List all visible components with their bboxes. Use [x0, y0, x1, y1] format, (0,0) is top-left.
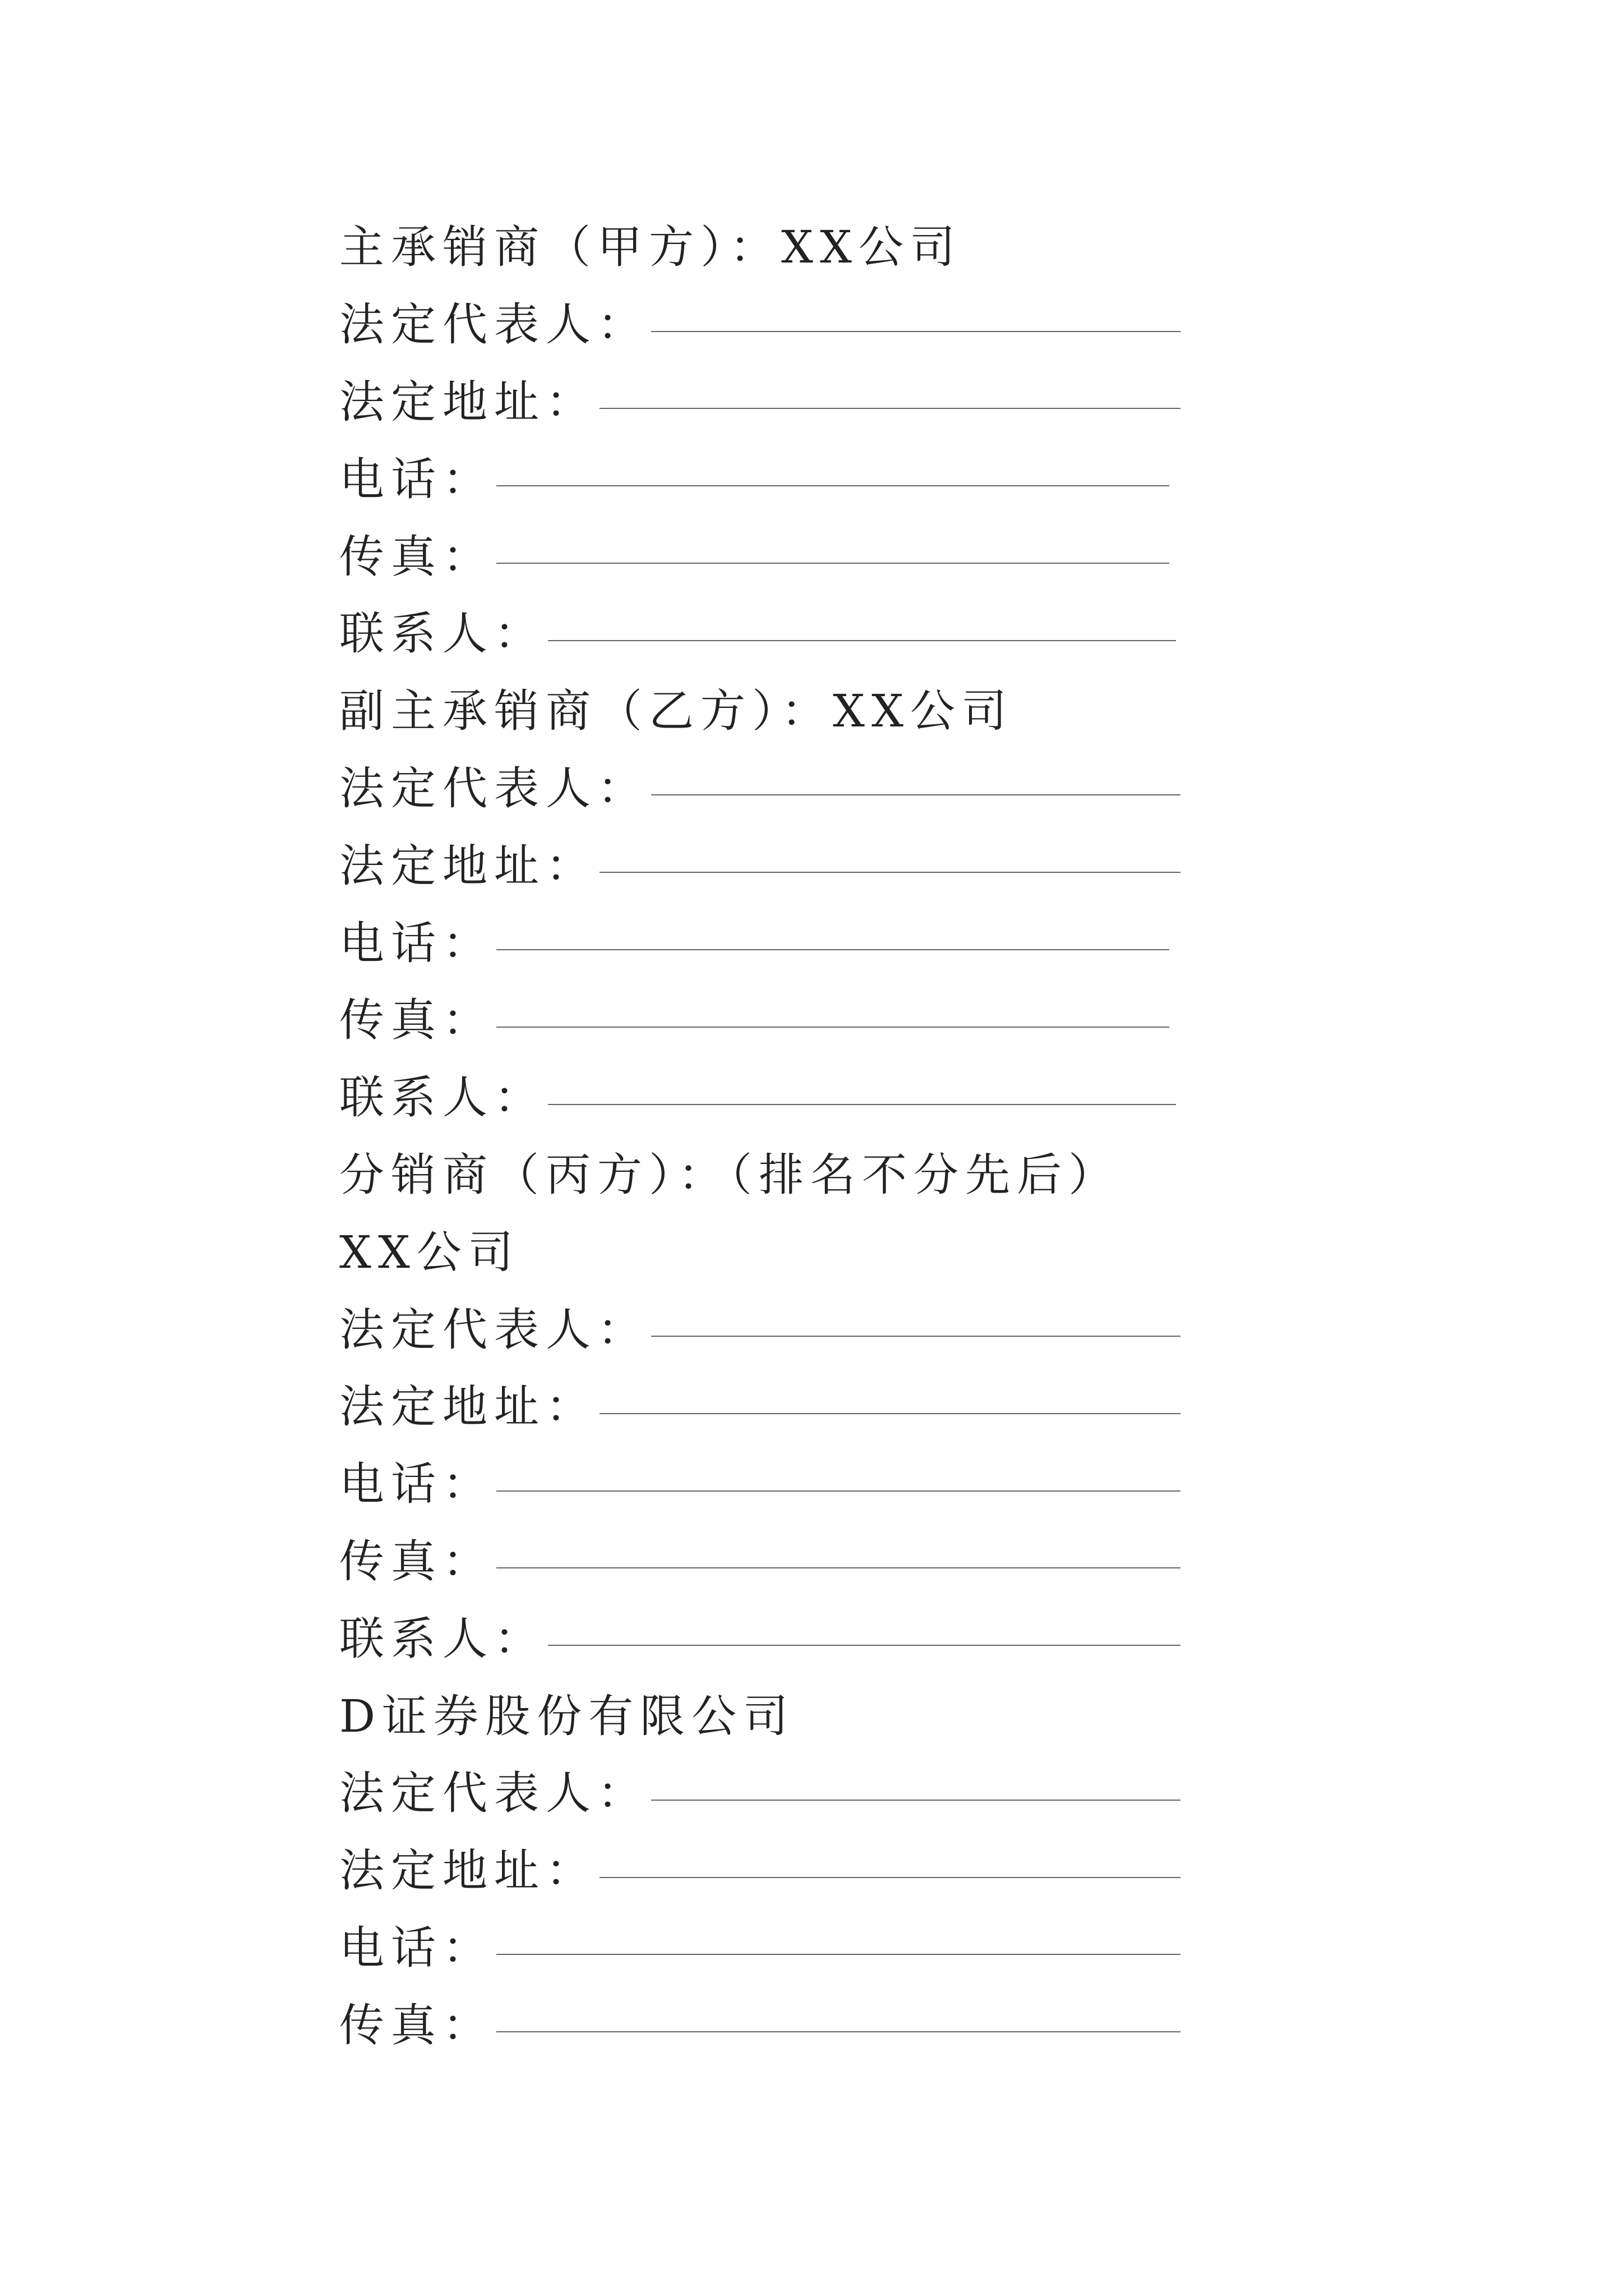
party-c-company-1-legal-rep-blank	[651, 1336, 1181, 1337]
party-c-company-1-fax-label: 传真：	[339, 1535, 494, 1588]
party-b-fax-label: 传真：	[339, 994, 494, 1047]
party-a-fax-row	[339, 514, 1181, 591]
party-c-company-2-name: D证券股份有限公司	[339, 1690, 795, 1742]
party-c-company-1-legal-rep-label: 法定代表人：	[339, 1303, 649, 1356]
party-c-company-2-legal-rep-label: 法定代表人：	[339, 1767, 649, 1820]
party-c-heading-text: 分销商（丙方）：（排名不分先后）	[339, 1148, 1120, 1201]
party-b-contact-row	[339, 1055, 1181, 1133]
party-c-company-1-phone-label: 电话：	[339, 1458, 494, 1511]
party-b-phone-blank	[496, 949, 1169, 950]
party-b-fax-row	[339, 978, 1181, 1055]
party-b-heading	[339, 669, 1181, 746]
party-c-company-1-contact-row	[339, 1596, 1181, 1673]
party-a-fax-label: 传真：	[339, 530, 494, 583]
party-c-company-2-phone-row	[339, 1906, 1181, 1983]
party-c-company-2-address-row	[339, 1828, 1181, 1906]
party-c-company-2-legal-rep-row	[339, 1751, 1181, 1828]
party-a-contact-label: 联系人：	[339, 608, 546, 660]
party-a-phone-row	[339, 436, 1181, 514]
party-c-company-1-legal-rep-row	[339, 1287, 1181, 1364]
party-c-company-1-address-label: 法定地址：	[339, 1381, 597, 1433]
party-c-company-1-contact-label: 联系人：	[339, 1612, 546, 1665]
party-b-fax-blank	[496, 1027, 1169, 1028]
party-a-legal-rep-blank	[651, 331, 1181, 332]
party-a-legal-rep-label: 法定代表人：	[339, 298, 649, 351]
party-b-phone-row	[339, 900, 1181, 978]
party-c-company-1-fax-blank	[496, 1567, 1181, 1568]
party-c-company-1-contact-blank	[548, 1645, 1181, 1646]
party-b-contact-label: 联系人：	[339, 1071, 546, 1124]
party-a-heading-text: 主承销商（甲方）：XX公司	[339, 221, 962, 274]
party-c-company-1-name: XX公司	[339, 1226, 520, 1278]
party-c-company-2-phone-blank	[496, 1954, 1181, 1955]
party-c-company-2-fax-row	[339, 1982, 1181, 2060]
party-a-legal-rep-row	[339, 282, 1181, 360]
party-a-address-row	[339, 360, 1181, 437]
party-b-address-row	[339, 823, 1181, 900]
party-a-address-blank	[600, 408, 1181, 409]
party-a-contact-row	[339, 591, 1181, 669]
party-c-company-1-address-row	[339, 1364, 1181, 1442]
party-a-address-label: 法定地址：	[339, 375, 597, 428]
party-c-company-1-fax-row	[339, 1519, 1181, 1596]
party-c-company-2-legal-rep-blank	[651, 1800, 1181, 1801]
party-a-phone-label: 电话：	[339, 453, 494, 505]
party-b-legal-rep-blank	[651, 794, 1181, 795]
party-c-company-2-address-blank	[600, 1877, 1181, 1878]
party-c-company-2-fax-label: 传真：	[339, 1999, 494, 2051]
party-c-company-1-phone-row	[339, 1442, 1181, 1519]
party-a-fax-blank	[496, 563, 1169, 564]
party-b-address-blank	[600, 872, 1181, 873]
party-a-heading	[339, 205, 1181, 282]
contract-party-info	[339, 205, 1181, 2060]
party-a-phone-blank	[496, 485, 1169, 486]
party-a-contact-blank	[548, 640, 1176, 641]
party-b-legal-rep-label: 法定代表人：	[339, 762, 649, 815]
party-b-address-label: 法定地址：	[339, 839, 597, 892]
party-c-company-2-phone-label: 电话：	[339, 1921, 494, 1974]
party-b-legal-rep-row	[339, 746, 1181, 823]
party-b-contact-blank	[548, 1104, 1176, 1105]
party-c-company-2-name-row	[339, 1673, 1181, 1751]
party-c-company-2-fax-blank	[496, 2031, 1181, 2032]
party-b-heading-text: 副主承销商（乙方）：XX公司	[339, 685, 1013, 738]
party-c-company-2-address-label: 法定地址：	[339, 1844, 597, 1897]
party-c-company-1-name-row	[339, 1209, 1181, 1287]
party-c-heading	[339, 1133, 1181, 1210]
party-c-company-1-phone-blank	[496, 1490, 1181, 1492]
party-b-phone-label: 电话：	[339, 917, 494, 969]
party-c-company-1-address-blank	[600, 1413, 1181, 1414]
